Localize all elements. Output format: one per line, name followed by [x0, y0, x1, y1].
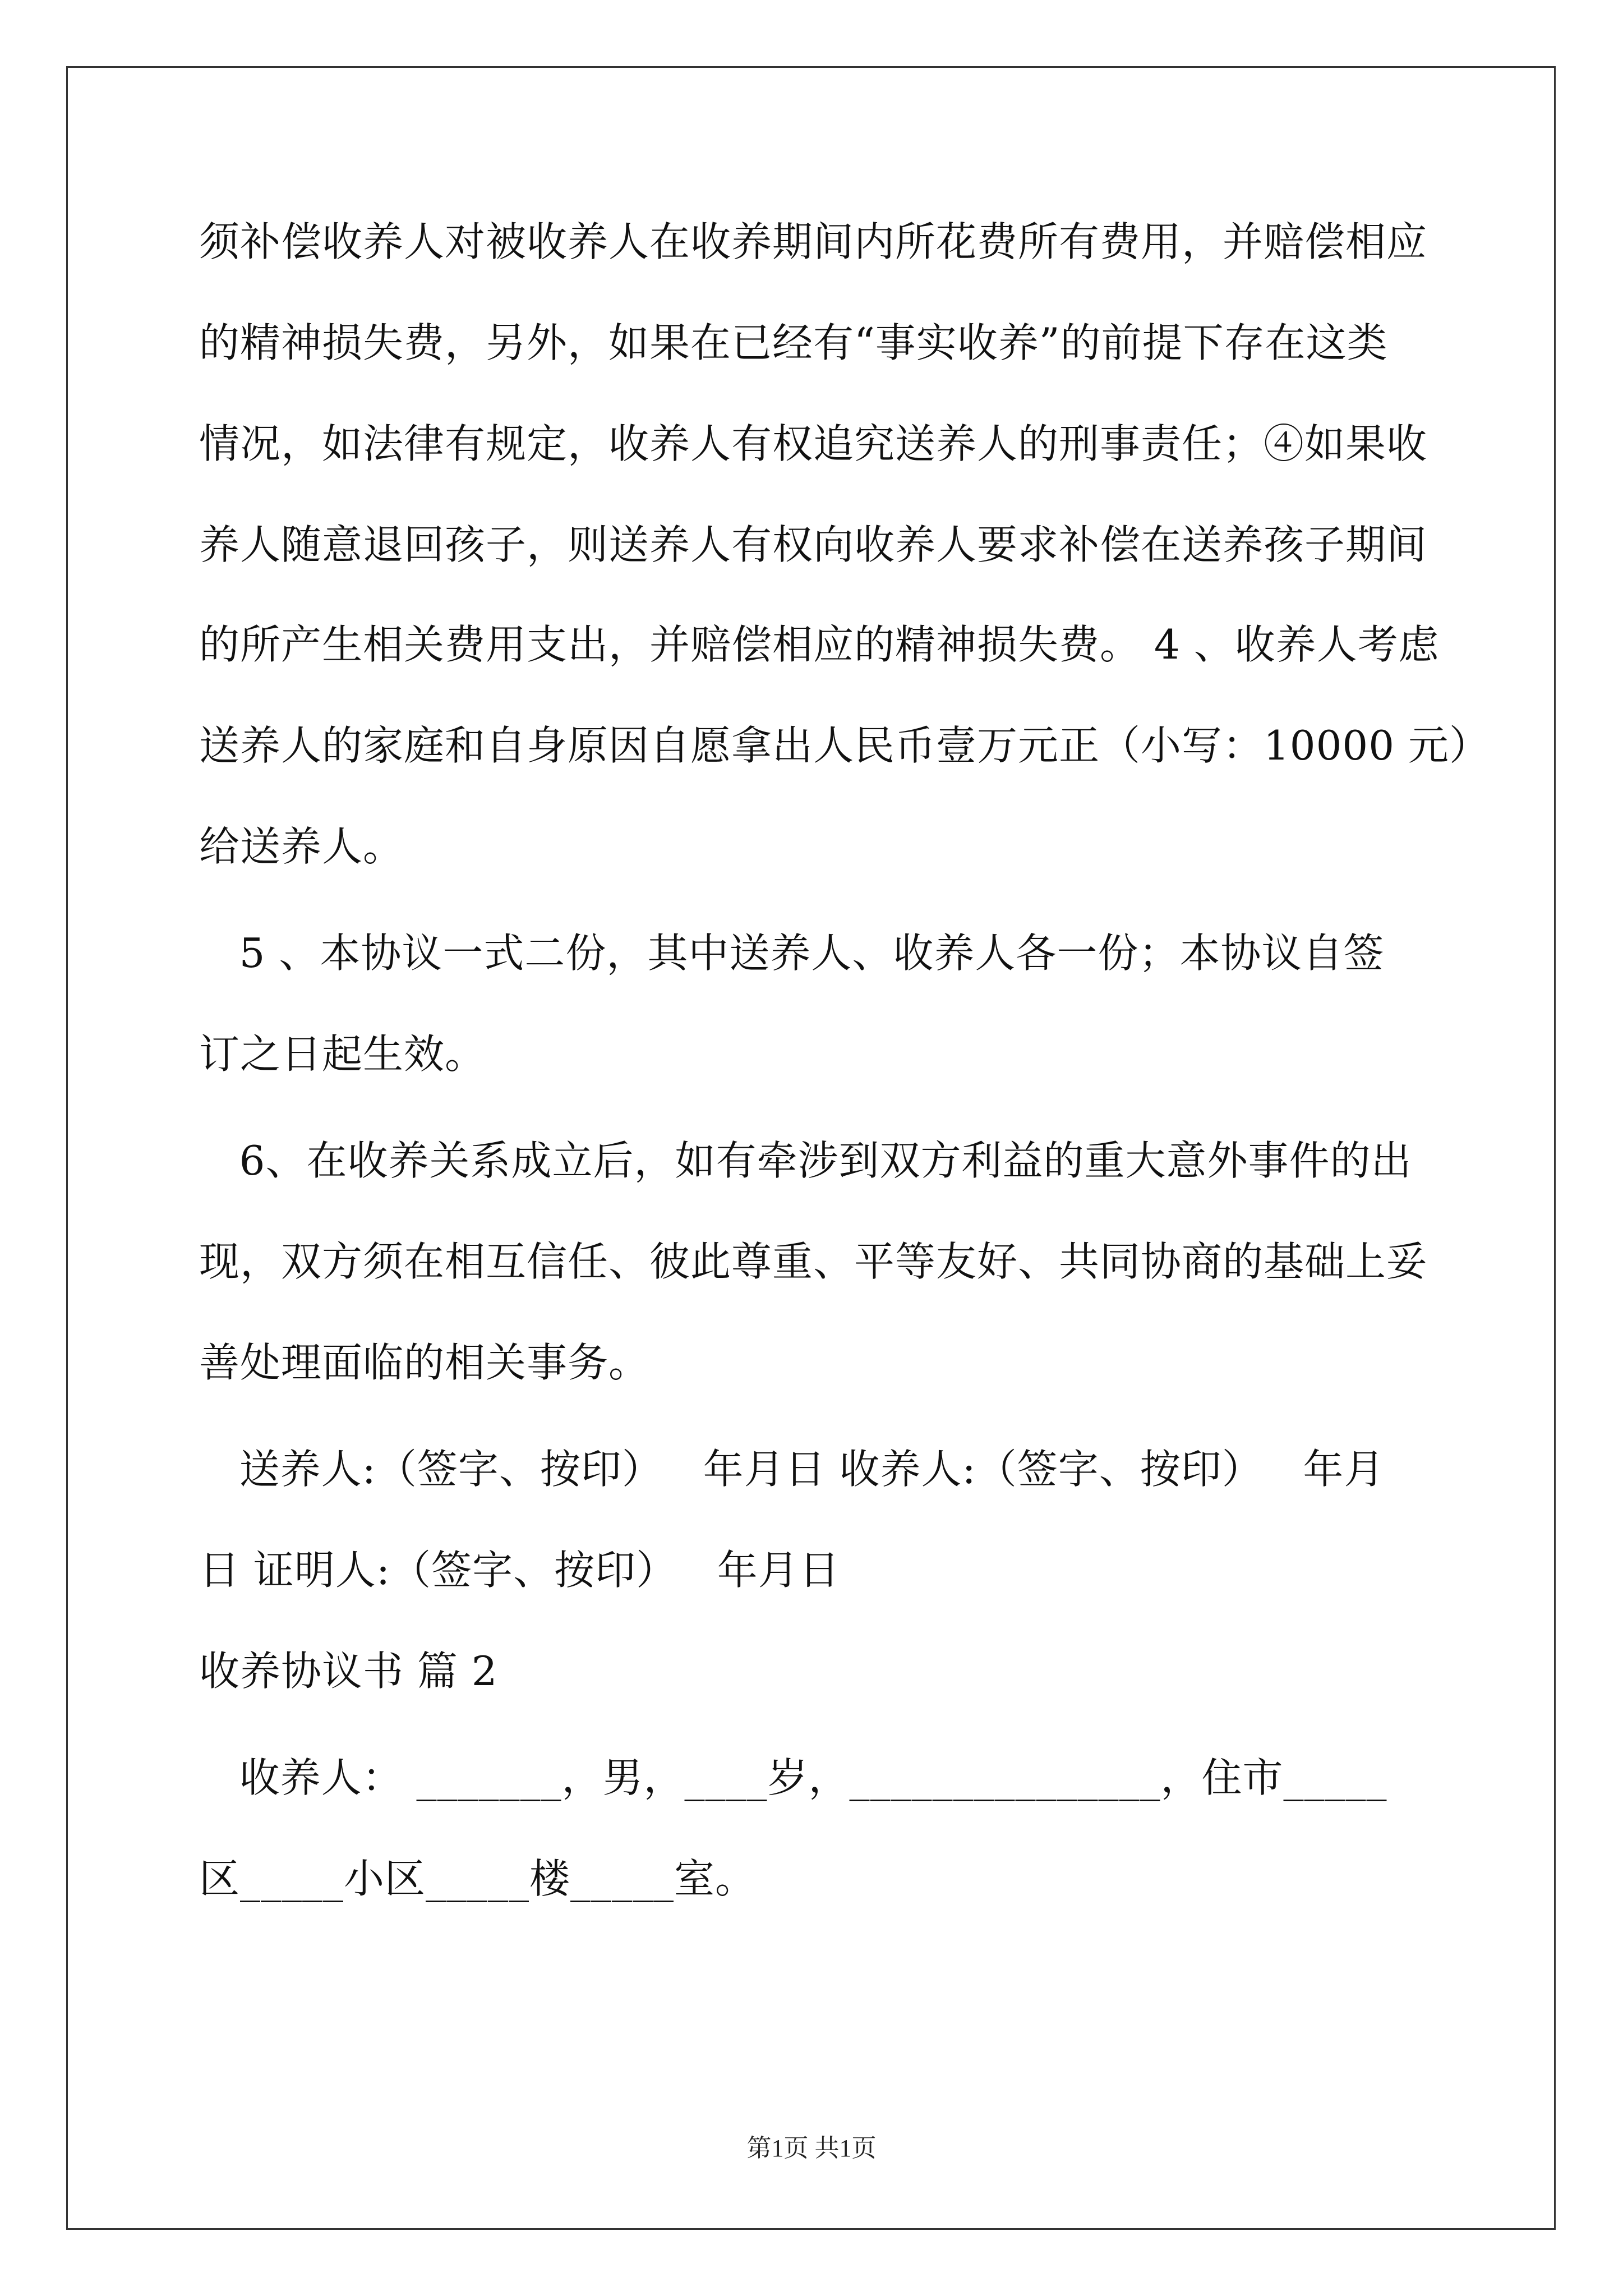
text-line: 5 、本协议一式二份，其中送养人、收养人各一份；本协议自签 [199, 930, 1385, 977]
page-footer: 第1页 共1页 [746, 2134, 877, 2162]
text-line: 情况，如法律有规定，收养人有权追究送养人的刑事责任；④如果收 [199, 420, 1428, 467]
text-line: 善处理面临的相关事务。 [199, 1339, 650, 1386]
text-line: 订之日起生效。 [199, 1030, 486, 1078]
text-line: 的精神损失费，另外，如果在已经有“事实收养”的前提下存在这类 [199, 319, 1388, 366]
text-line: 养人随意退回孩子，则送养人有权向收养人要求补偿在送养孩子期间 [199, 521, 1428, 568]
text-line: 送养人的家庭和自身原因自愿拿出人民币壹万元正（小写：10000 元） [199, 722, 1490, 769]
form-line: 区_____小区_____楼_____室。 [199, 1855, 757, 1902]
text-line: 6、在收养关系成立后，如有牵涉到双方利益的重大意外事件的出 [199, 1137, 1412, 1184]
text-line: 须补偿收养人对被收养人在收养期间内所花费所有费用，并赔偿相应 [199, 218, 1428, 265]
signature-line: 日 证明人:（签字、按印） 年月日 [199, 1547, 840, 1594]
text-line: 给送养人。 [199, 823, 404, 870]
text-line: 的所产生相关费用支出，并赔偿相应的精神损失费。 4 、收养人考虑 [199, 621, 1440, 668]
section-heading: 收养协议书 篇 2 [199, 1648, 498, 1695]
form-line: 收养人： _______，男，____岁，_______________，住市_____ [199, 1754, 1387, 1801]
text-line: 现，双方须在相互信任、彼此尊重、平等友好、共同协商的基础上妥 [199, 1238, 1428, 1285]
signature-line: 送养人:（签字、按印） 年月日 收养人:（签字、按印） 年月 [199, 1446, 1385, 1493]
